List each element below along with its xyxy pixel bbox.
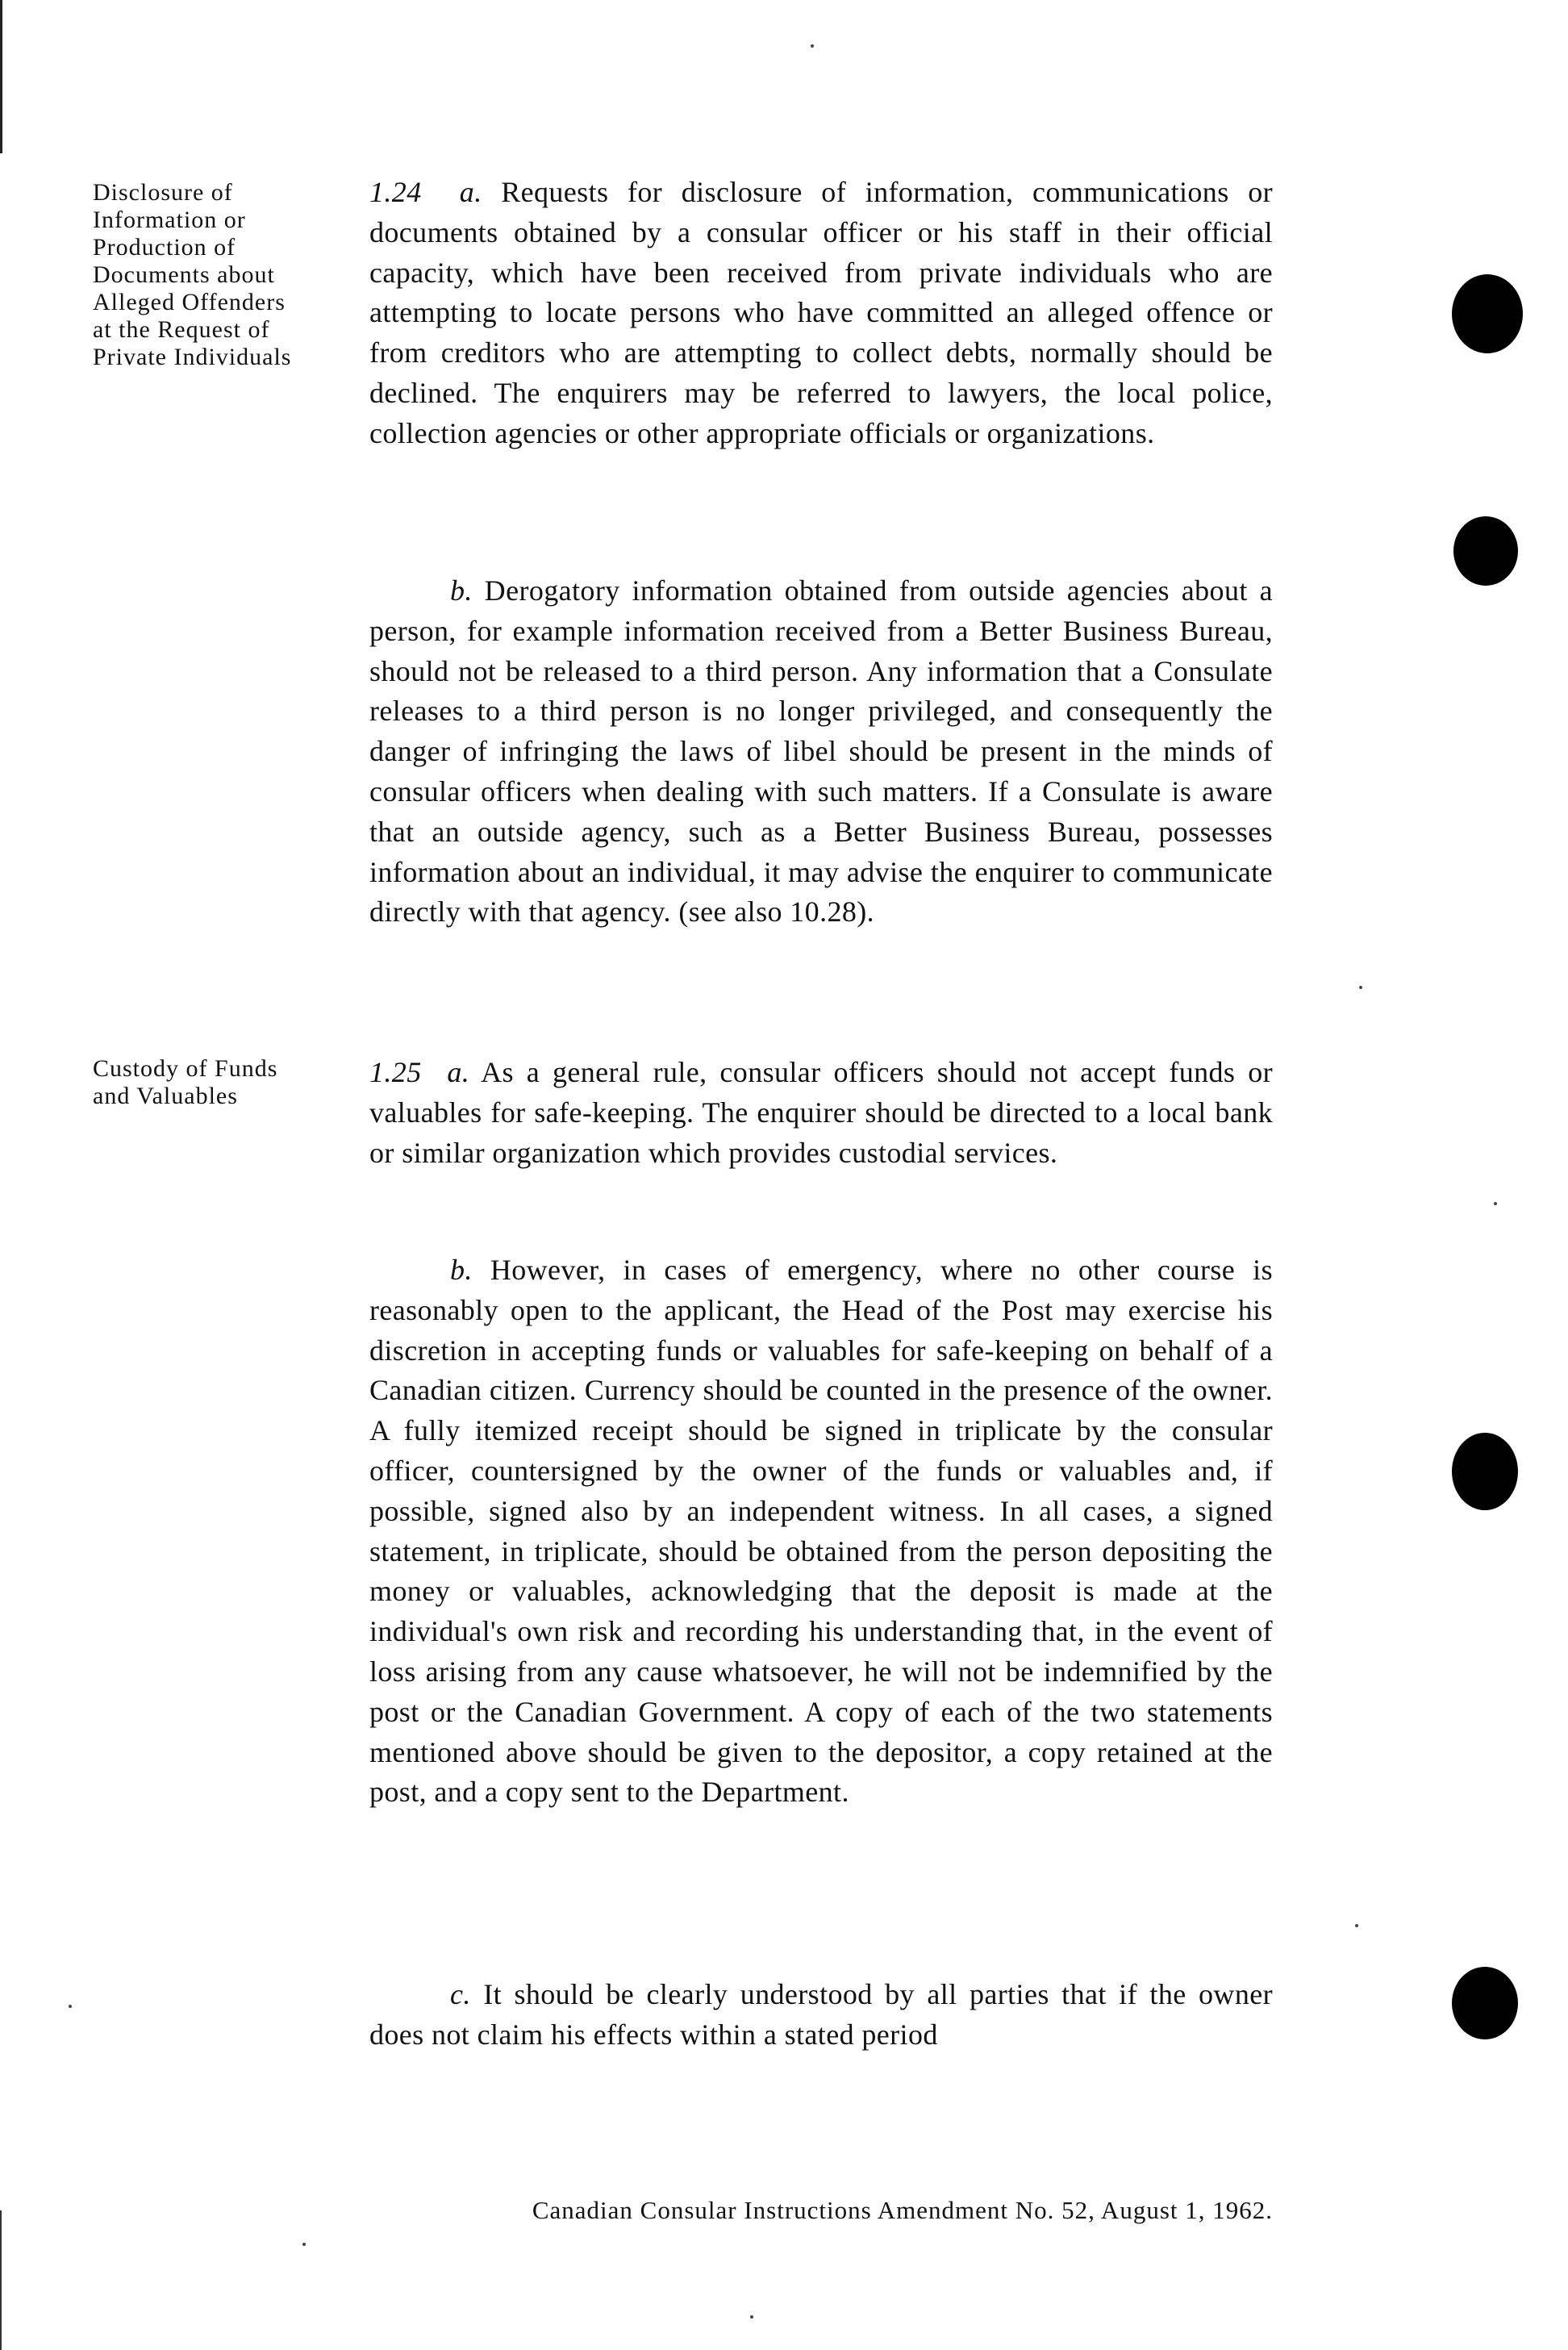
paragraph-text: It should be clearly understood by all parties that if the owner does not claim his effects within a stated period — [369, 1978, 1273, 2051]
scan-edge-top — [0, 0, 2, 153]
scan-speck — [811, 44, 814, 48]
section-number: 1.25 — [369, 1056, 422, 1088]
scan-speck — [1359, 986, 1362, 989]
paragraph-text: Derogatory information obtained from outside agencies about a person, for example information received from a Better Business Bureau, should not be released to a third person. Any information that a Consulate releases to a third person is no longer privileged, and consequently the danger of infringing the laws of libel should be present in the minds of consular officers when dealing with such matters. If a Consulate is aware that an outside agency, such as a Better Business Bureau, possesses information about an individual, it may advise the enquirer to communicate directly with that agency. (see also 10.28). — [369, 574, 1273, 929]
scan-speck — [750, 2315, 753, 2319]
scan-speck — [1494, 1202, 1497, 1205]
paragraph-1-25-b — [369, 1250, 1273, 1813]
punch-hole — [1452, 1433, 1518, 1510]
scan-speck — [302, 2243, 306, 2246]
paragraph-1-24-a — [369, 173, 1273, 454]
page-footer: Canadian Consular Instructions Amendment No. 52, August 1, 1962. — [532, 2196, 1273, 2224]
subsection-letter: b. — [450, 1254, 473, 1286]
paragraph-1-24-b — [369, 571, 1273, 933]
punch-hole — [1452, 274, 1523, 353]
punch-hole — [1453, 516, 1518, 586]
section-number: 1.24 — [369, 176, 422, 208]
paragraph-1-25-c — [369, 1975, 1273, 2056]
margin-note-custody: Custody of Funds and Valuables — [93, 1055, 278, 1109]
subsection-letter: a. — [447, 1056, 470, 1088]
margin-note-disclosure: Disclosure of Information or Production of Documents about Alleged Offenders at the Request of Private Individuals — [93, 179, 292, 370]
paragraph-1-25-a — [369, 1053, 1273, 1173]
subsection-letter: b. — [450, 574, 473, 607]
subsection-letter: c. — [450, 1978, 471, 2010]
scan-edge-bottom — [0, 2210, 2, 2350]
paragraph-text: However, in cases of emergency, where no other course is reasonably open to the applicant, the Head of the Post may exercise his discretion in accepting funds or valuables for safe-keeping on behalf of a Canadian citizen. Currency should be counted in the presence of the owner. A fully itemized receipt should be signed in triplicate by the consular officer, countersigned by the owner of the funds or valuables and, if possible, signed also by an independent witness. In all cases, a signed statement, in triplicate, should be obtained from the person depositing the money or valuables, acknowledging that the deposit is made at the individual's own risk and recording his understanding that, in the event of loss arising from any cause whatsoever, he will not be indemnified by the post or the Canadian Government. A copy of each of the two statements mentioned above should be given to the depositor, a copy retained at the post, and a copy sent to the Department. — [369, 1254, 1273, 1809]
paragraph-text: Requests for disclosure of information, communications or documents obtained by a consular officer or his staff in their official capacity, which have been received from private individuals who are attempting to locate persons who have committed an alleged offence or from creditors who are attempting to collect debts, normally should be declined. The enquirers may be referred to lawyers, the local police, collection agencies or other appropriate officials or organizations. — [369, 176, 1273, 449]
scan-speck — [69, 2005, 72, 2008]
scan-speck — [1355, 1924, 1358, 1927]
subsection-letter: a. — [459, 176, 482, 208]
paragraph-text: As a general rule, consular officers should not accept funds or valuables for safe-keeping. The enquirer should be directed to a local bank or similar organization which provides custodial services. — [369, 1056, 1273, 1169]
punch-hole — [1452, 1967, 1518, 2039]
